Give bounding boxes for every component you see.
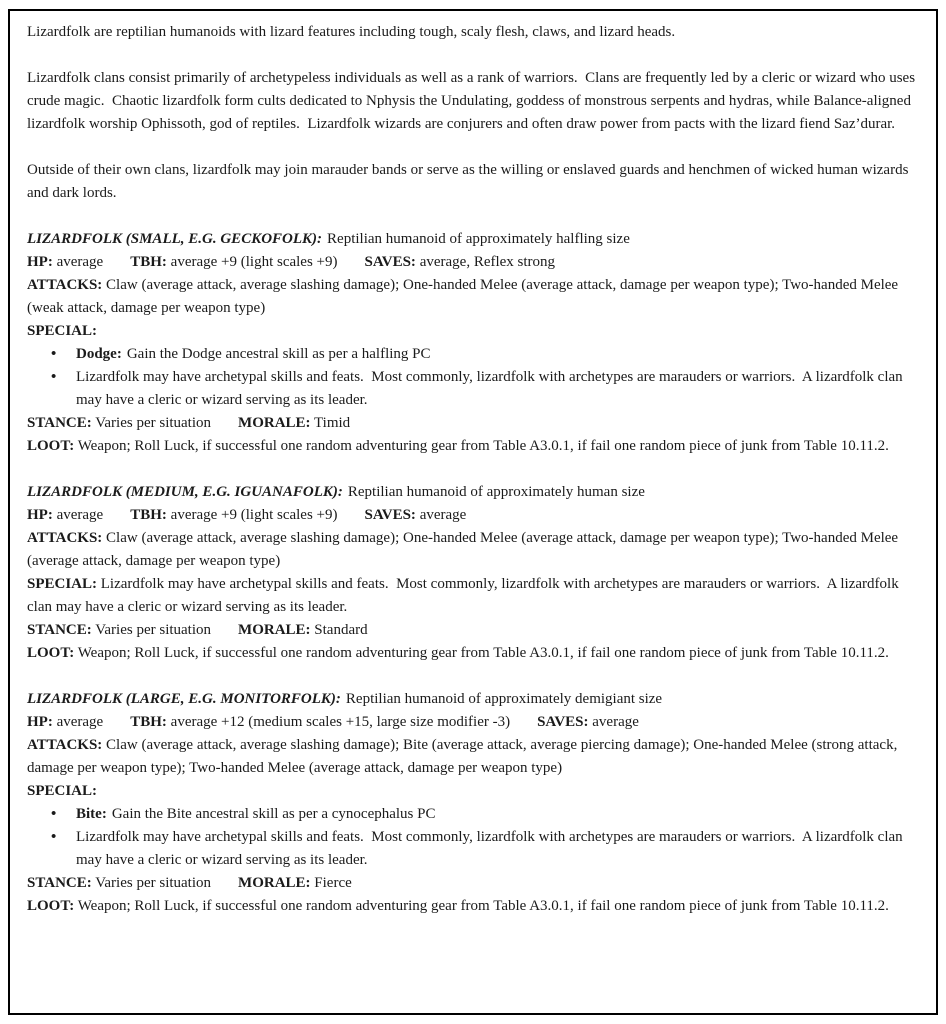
attacks-line (27, 274, 919, 320)
tbh-label: TBH: (130, 507, 167, 523)
tbh-value: average +9 (light scales +9) (170, 507, 338, 523)
loot-value: Weapon; Roll Luck, if successful one random adventuring gear from Table A3.0.1, if fail one random piece of junk from Table 10.11.2. (77, 438, 889, 454)
stance-value: Varies per situation (95, 875, 212, 891)
bullet-text: Gain the Bite ancestral skill as per a cynocephalus PC (111, 806, 436, 822)
loot-label: LOOT: (27, 645, 75, 661)
loot-label: LOOT: (27, 898, 75, 914)
stat-block-subtitle: Reptilian humanoid of approximately demigiant size (345, 691, 663, 707)
saves-label: SAVES: (364, 254, 416, 270)
attacks-line (27, 527, 919, 573)
morale-stat (238, 875, 352, 891)
attacks-line (27, 734, 919, 780)
stance-value: Varies per situation (95, 415, 212, 431)
morale-label: MORALE: (238, 415, 311, 431)
hp-stat (27, 254, 103, 270)
saves-value: average (419, 507, 467, 523)
attacks-value: Claw (average attack, average slashing damage); Bite (average attack, average piercing damage); One-handed Melee (strong attack, damage per weapon type); Two-handed Melee (average attack, damage per weapon type) (27, 737, 902, 776)
bullet-text: Lizardfolk may have archetypal skills and feats. Most commonly, lizardfolk with archetypes are marauders or warriors. A lizardfolk clan may have a cleric or wizard serving as its leader. (76, 369, 907, 408)
special-line (27, 573, 919, 619)
special-line (27, 780, 919, 803)
hp-stat (27, 714, 103, 730)
title-line (27, 688, 919, 711)
bullet-item (76, 826, 919, 872)
stat-block-subtitle: Reptilian humanoid of approximately halfling size (327, 231, 630, 247)
bullet-lead: Bite: (76, 806, 107, 822)
tbh-label: TBH: (130, 254, 167, 270)
stance-value: Varies per situation (95, 622, 212, 638)
stats-line (27, 251, 919, 274)
bullet-lead: Dodge: (76, 346, 122, 362)
stance-line (27, 872, 919, 895)
saves-stat (365, 507, 467, 523)
stat-block-title: LIZARDFOLK (SMALL, E.G. GECKOFOLK): (27, 231, 323, 247)
stance-stat (27, 622, 211, 638)
loot-value: Weapon; Roll Luck, if successful one random adventuring gear from Table A3.0.1, if fail one random piece of junk from Table 10.11.2. (77, 645, 889, 661)
attacks-label: ATTACKS: (27, 277, 103, 293)
special-line (27, 320, 919, 343)
morale-label: MORALE: (238, 875, 311, 891)
document-frame (8, 9, 938, 1015)
stat-block-subtitle: Reptilian humanoid of approximately human size (347, 484, 645, 500)
hp-value: average (56, 507, 104, 523)
hp-value: average (56, 254, 104, 270)
bullet-text: Gain the Dodge ancestral skill as per a halfling PC (126, 346, 431, 362)
attacks-label: ATTACKS: (27, 737, 103, 753)
saves-label: SAVES: (364, 507, 416, 523)
bullet-item (76, 366, 919, 412)
stat-block-large-monitorfolk (27, 688, 919, 918)
tbh-stat (130, 254, 337, 270)
intro-paragraph-1: Lizardfolk are reptilian humanoids with lizard features including tough, scaly flesh, claws, and lizard heads. (27, 24, 676, 40)
stance-label: STANCE: (27, 415, 92, 431)
loot-label: LOOT: (27, 438, 75, 454)
loot-line (27, 435, 919, 458)
stance-line (27, 619, 919, 642)
attacks-label: ATTACKS: (27, 530, 103, 546)
stats-line (27, 711, 919, 734)
title-line (27, 228, 919, 251)
loot-line (27, 642, 919, 665)
stance-stat (27, 415, 211, 431)
special-label: SPECIAL: (27, 783, 98, 799)
stats-line (27, 504, 919, 527)
stance-label: STANCE: (27, 622, 92, 638)
stance-label: STANCE: (27, 875, 92, 891)
hp-label: HP: (27, 714, 53, 730)
saves-stat (537, 714, 639, 730)
tbh-stat (130, 714, 510, 730)
hp-label: HP: (27, 507, 53, 523)
tbh-stat (130, 507, 337, 523)
morale-label: MORALE: (238, 622, 311, 638)
title-line (27, 481, 919, 504)
morale-stat (238, 622, 368, 638)
stat-block-title: LIZARDFOLK (MEDIUM, E.G. IGUANAFOLK): (27, 484, 343, 500)
bullet-item (76, 343, 919, 366)
special-label: SPECIAL: (27, 576, 98, 592)
intro-paragraph-2: Lizardfolk clans consist primarily of archetypeless individuals as well as a rank of warriors. Clans are frequently led by a cleric or wizard who uses crude magic. Chaotic lizardfolk form cults dedicated to Nphysis the Undulating, goddess of monstrous serpents and hydras, while Balance-aligned lizardfolk worship Ophissoth, god of reptiles. Lizardfolk wizards are conjurers and often draw power from pacts with the lizard fiend Saz’durar. (27, 70, 919, 132)
attacks-value: Claw (average attack, average slashing damage); One-handed Melee (average attack, damage per weapon type); Two-handed Melee (weak attack, damage per weapon type) (27, 277, 902, 316)
morale-value: Timid (314, 415, 351, 431)
saves-stat (365, 254, 556, 270)
stat-block-small-geckofolk (27, 228, 919, 458)
hp-label: HP: (27, 254, 53, 270)
special-bullet-list (27, 803, 919, 872)
tbh-label: TBH: (130, 714, 167, 730)
saves-label: SAVES: (537, 714, 589, 730)
loot-value: Weapon; Roll Luck, if successful one random adventuring gear from Table A3.0.1, if fail one random piece of junk from Table 10.11.2. (77, 898, 889, 914)
bullet-text: Lizardfolk may have archetypal skills and feats. Most commonly, lizardfolk with archetypes are marauders or warriors. A lizardfolk clan may have a cleric or wizard serving as its leader. (76, 829, 907, 868)
tbh-value: average +12 (medium scales +15, large size modifier -3) (170, 714, 511, 730)
special-label: SPECIAL: (27, 323, 98, 339)
morale-value: Standard (314, 622, 368, 638)
hp-value: average (56, 714, 104, 730)
morale-value: Fierce (314, 875, 352, 891)
morale-stat (238, 415, 350, 431)
saves-value: average, Reflex strong (419, 254, 556, 270)
special-bullet-list (27, 343, 919, 412)
loot-line (27, 895, 919, 918)
stance-stat (27, 875, 211, 891)
bullet-item (76, 803, 919, 826)
attacks-value: Claw (average attack, average slashing damage); One-handed Melee (average attack, damage per weapon type); Two-handed Melee (average attack, damage per weapon type) (27, 530, 902, 569)
tbh-value: average +9 (light scales +9) (170, 254, 338, 270)
stat-block-medium-iguanafolk (27, 481, 919, 665)
stance-line (27, 412, 919, 435)
special-text: Lizardfolk may have archetypal skills and feats. Most commonly, lizardfolk with archetypes are marauders or warriors. A lizardfolk clan may have a cleric or wizard serving as its leader. (27, 576, 903, 615)
saves-value: average (592, 714, 639, 730)
hp-stat (27, 507, 103, 523)
stat-block-title: LIZARDFOLK (LARGE, E.G. MONITORFOLK): (27, 691, 341, 707)
intro-paragraph-3: Outside of their own clans, lizardfolk may join marauder bands or serve as the willing or enslaved guards and henchmen of wicked human wizards and dark lords. (27, 162, 913, 201)
